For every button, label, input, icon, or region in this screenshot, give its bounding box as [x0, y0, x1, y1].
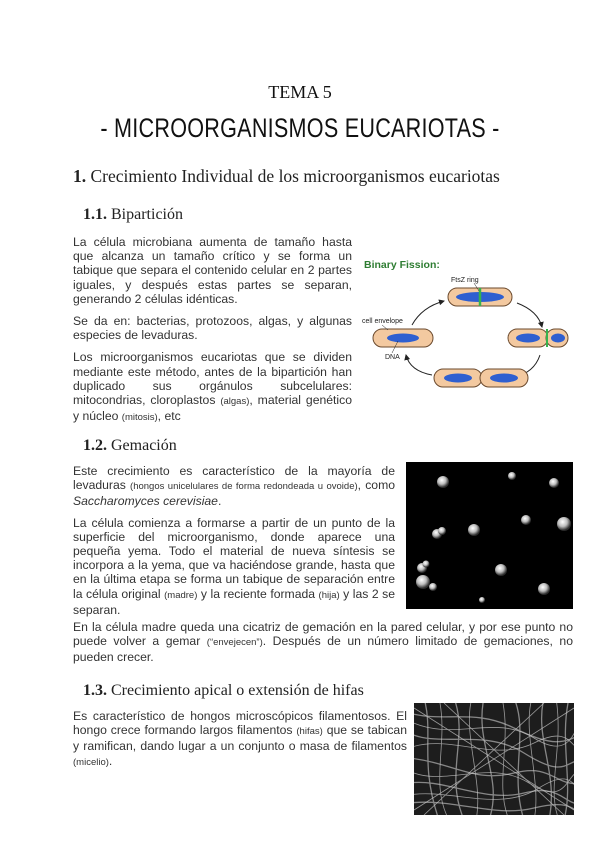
subsection-1-3-title: Crecimiento apical o extensión de hifas — [111, 682, 364, 699]
section-1-title: Crecimiento Individual de los microorganismos eucariotas — [90, 166, 500, 186]
subsection-1-2-title: Gemación — [111, 437, 177, 454]
gemacion-p1-text-a: Este crecimiento es característico de la mayoría de levaduras — [73, 464, 395, 493]
gemacion-p3-text-c: . Después de un número limitado de gemaciones, no pueden crecer. — [73, 634, 573, 665]
subsection-1-2-heading — [83, 437, 177, 455]
subsection-1-2-number: 1.2. — [83, 437, 107, 454]
gemacion-paragraph-3-block — [73, 620, 573, 665]
page-title: - MICROORGANISMOS EUCARIOTAS - — [100, 113, 500, 143]
hifas-p1-text-c: que se tabican y ramifican, dando lugar a un conjunto o masa de filamentos — [73, 723, 407, 754]
gemacion-p3-text-a: En la célula madre queda una cicatriz de gemación en la pared celular, y por ese punto no puede volver a gemar — [73, 620, 573, 649]
label-dna: DNA — [385, 354, 400, 361]
dna-daughter-2 — [490, 374, 518, 383]
biparticion-paragraph-1: La célula microbiana aumenta de tamaño hasta que alcanza un tamaño crítico y se forma un tabique que separa el contenido celular en 2 partes iguales, y después estas partes se separan, generando 2 células idénticas. — [73, 235, 352, 306]
gemacion-p1-species: Saccharomyces cerevisiae — [73, 494, 218, 509]
biparticion-text — [73, 235, 352, 425]
hifas-p1-text-a: Es característico de hongos microscópicos filamentosos. El hongo crece formando largos filamentos — [73, 709, 407, 738]
hifas-p1-note-hifas: (hifas) — [296, 726, 323, 738]
tema-label: TEMA 5 — [268, 82, 332, 102]
section-1-number: 1. — [73, 166, 87, 186]
dna-right-b — [551, 334, 565, 343]
gemacion-p1-note: (hongos unicelulares de forma redondeada u ovoide) — [130, 481, 358, 493]
biparticion-paragraph-3 — [73, 350, 352, 425]
hifas-text — [73, 709, 407, 770]
gemacion-p2-note-madre: (madre) — [164, 589, 198, 601]
biparticion-p3-text-a: Los microorganismos eucariotas que se dividen mediante este método, antes de la bipartición han duplicado sus orgánulos subcelulares: mitocondrias, cloroplastos — [73, 350, 352, 408]
arrow-top-right — [517, 303, 542, 327]
subsection-1-1-number: 1.1. — [83, 206, 107, 223]
biparticion-p3-text-e: , etc — [157, 409, 181, 424]
label-ftsz-ring: FtsZ ring — [451, 277, 479, 284]
biparticion-p3-note-algas: (algas) — [220, 396, 250, 408]
gemacion-p2-text-c: y la reciente formada — [197, 586, 319, 601]
hifas-p1-text-e: . — [108, 753, 113, 768]
arrow-top-left — [412, 301, 444, 325]
binary-fission-title: Binary Fission: — [364, 259, 440, 271]
yeast-micrograph — [406, 462, 573, 609]
subsection-1-1-heading — [83, 206, 183, 224]
mycelium-micrograph — [414, 703, 574, 815]
gemacion-p2-text-e: y las 2 se separan. — [73, 586, 395, 617]
gemacion-paragraph-2 — [73, 516, 395, 617]
dna-right-a — [516, 334, 540, 343]
subsection-1-1-title: Bipartición — [111, 206, 183, 223]
gemacion-paragraph-3 — [73, 620, 573, 665]
hyphae-texture — [414, 703, 574, 815]
yeast-cells — [416, 472, 571, 603]
arrow-bottom-left — [406, 355, 432, 375]
gemacion-p1-text-e: . — [217, 494, 222, 509]
gemacion-paragraph-1 — [73, 464, 395, 509]
subsection-1-3-heading — [83, 682, 364, 700]
gemacion-p1-text-c: , como — [357, 478, 396, 493]
section-1-heading — [73, 166, 500, 187]
biparticion-p3-note-mitosis: (mitosis) — [121, 412, 158, 424]
dna-left — [387, 334, 419, 343]
hifas-paragraph-1 — [73, 709, 407, 770]
biparticion-paragraph-2: Se da en: bacterias, protozoos, algas, y algunas especies de levaduras. — [73, 314, 352, 343]
dna-daughter-1 — [444, 374, 472, 383]
binary-fission-figure — [362, 255, 570, 395]
label-cell-envelope: cell envelope — [362, 318, 403, 325]
gemacion-p2-text-a: La célula comienza a formarse a partir de un punto de la superficie del microorganismo, donde aparece una pequeña yema. Todo el material de nueva síntesis se incorpora a la yema, que va haciéndose grande, hasta que en la última etapa se forma un tabique de separación entre la célula original — [73, 515, 395, 601]
gemacion-p2-note-hija: (hija) — [318, 589, 340, 601]
gemacion-text — [73, 464, 395, 617]
subsection-1-3-number: 1.3. — [83, 682, 107, 699]
hifas-p1-note-micelio: (micelio) — [73, 756, 109, 768]
biparticion-p3-text-c: , material genético y núcleo — [73, 393, 352, 424]
gemacion-p3-note: (“envejecen”) — [206, 637, 263, 649]
